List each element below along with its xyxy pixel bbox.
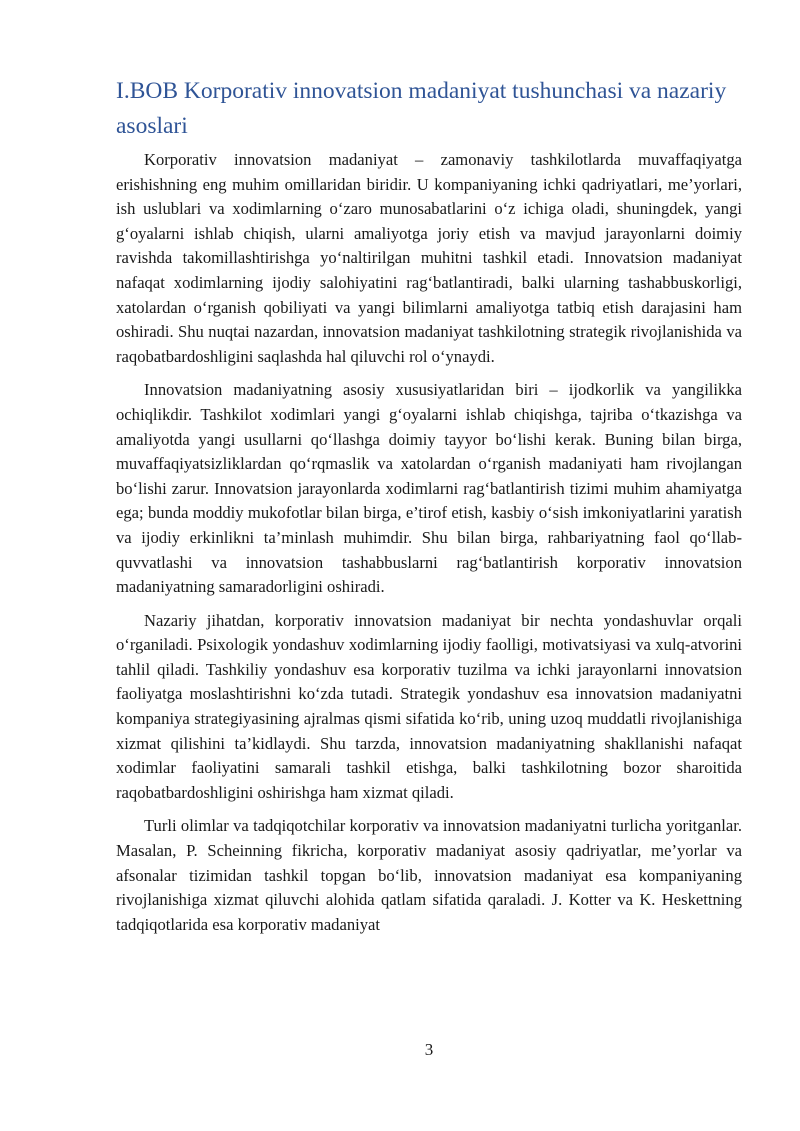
paragraph-4: Turli olimlar va tadqiqotchilar korporativ va innovatsion madaniyatni turlicha yoritganlar. Masalan, P. Scheinning fikricha, korporativ madaniyat asosiy qadriyatlar, me’yorlar va afsonalar tizimidan tashkil topgan bo‘lib, innovatsion madaniyat esa kompaniyaning rivojlanishiga xizmat qiluvchi alohida qatlam sifatida qaraladi. J. Kotter va K. Heskettning tadqiqotlarida esa korporativ madaniyat	[116, 816, 742, 934]
paragraph-3: Nazariy jihatdan, korporativ innovatsion madaniyat bir nechta yondashuvlar orqali o‘rganiladi. Psixologik yondashuv xodimlarning ijodiy faolligi, motivatsiyasi va xulq-atvorini tahlil qiladi. Tashkiliy yondashuv esa korporativ tuzilma va ichki jarayonlarni innovatsion faoliyatga moslashtirishni ko‘zda tutadi. Strategik yondashuv esa innovatsion madaniyatni kompaniya strategiyasining ajralmas qismi sifatida ko‘rib, uning uzoq muddatli rivojlanishiga xizmat qilishini ta’kidlaydi. Shu tarzda, innovatsion madaniyatning shakllanishi nafaqat xodimlar faoliyatini samarali tashkil etishga, balki tashkilotning bozor sharoitida raqobatbardoshligini oshirishga ham xizmat qiladi.	[116, 610, 742, 802]
paragraph-2: Innovatsion madaniyatning asosiy xususiyatlaridan biri – ijodkorlik va yangilikka ochiqlikdir. Tashkilot xodimlari yangi g‘oyalarni ishlab chiqishga, tajriba o‘tkazishga va amaliyotda yangi usullarni qo‘llashga doimiy tayyor bo‘lishi kerak. Buning bilan birga, muvaffaqiyatsizliklardan qo‘rqmaslik va xatolardan o‘rganish madaniyati ham rivojlangan bo‘lishi zarur. Innovatsion jarayonlarda xodimlarni rag‘batlantirish tizimi muhim ahamiyatga ega; bunda moddiy mukofotlar bilan birga, e’tirof etish, kasbiy o‘sish imkoniyatlarini yaratish va ijodiy erkinlikni ta’minlash muhimdir. Shu bilan birga, rahbariyatning faol qo‘llab-quvvatlashi va innovatsion tashabbuslarni rag‘batlantirish korporativ innovatsion madaniyatning samaradorligini oshiradi.	[116, 380, 742, 597]
body-text	[116, 148, 742, 946]
page-number: 3	[424, 1040, 434, 1059]
paragraph-1: Korporativ innovatsion madaniyat – zamonaviy tashkilotlarda muvaffaqiyatga erishishning eng muhim omillaridan biridir. U kompaniyaning ichki qadriyatlari, me’yorlari, ish uslublari va xodimlarning o‘zaro munosabatlarini o‘z ichiga oladi, shuningdek, yangi g‘oyalarni ishlab chiqish, ularni amaliyotga joriy etish va mavjud jarayonlarni doimiy ravishda takomillashtirishga yo‘naltirilgan muhitni tashkil etadi. Innovatsion madaniyat nafaqat xodimlarning ijodiy salohiyatini rag‘batlantiradi, balki ularning tashabbuskorligi, xatolardan o‘rganish qobiliyati va yangi bilimlarni amaliyotga tatbiq etish darajasini ham oshiradi. Shu nuqtai nazardan, innovatsion madaniyat tashkilotning strategik rivojlanishida va raqobatbardoshligini saqlashda hal qiluvchi rol o‘ynaydi.	[116, 150, 742, 366]
chapter-heading: I.BOB Korporativ innovatsion madaniyat tushunchasi va nazariy asoslari	[116, 78, 727, 139]
